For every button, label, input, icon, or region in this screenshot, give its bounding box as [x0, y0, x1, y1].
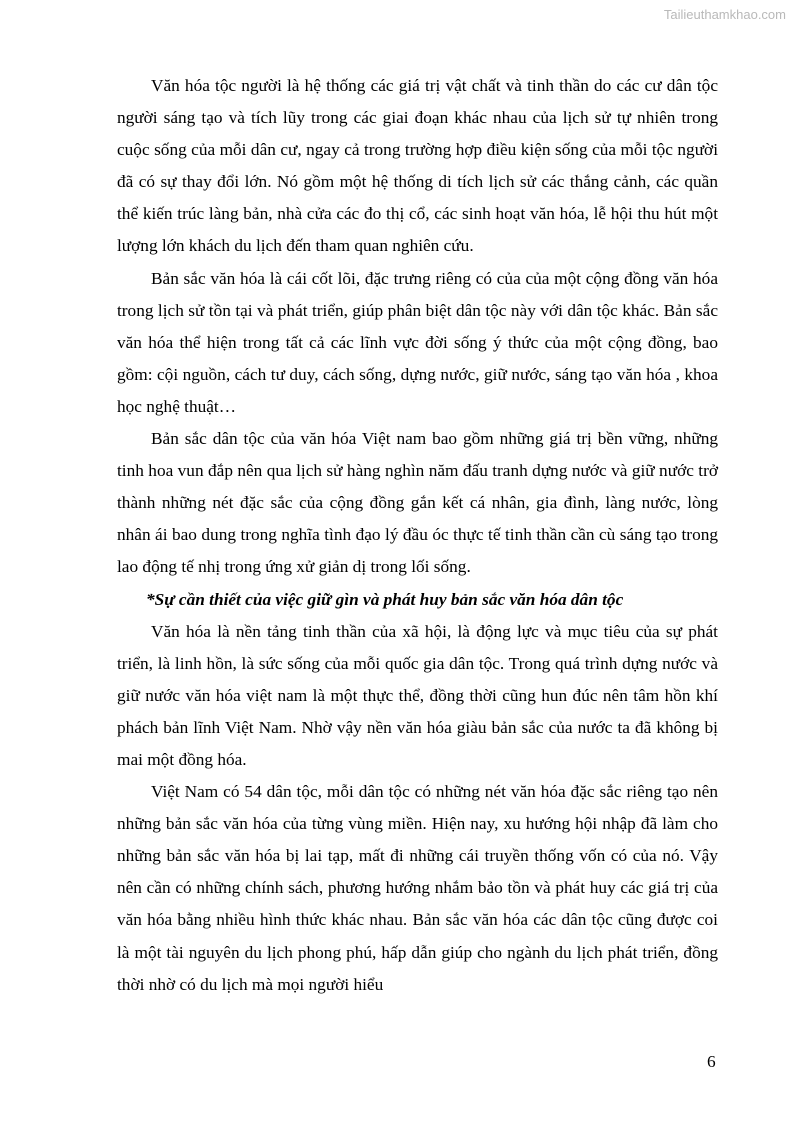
document-body: [117, 70, 718, 1001]
section-heading: *Sự cần thiết của việc giữ gìn và phát huy bản sắc văn hóa dân tộc: [146, 589, 624, 609]
watermark-text: Tailieuthamkhao.com: [663, 7, 786, 22]
paragraph-ethnic-culture: Văn hóa tộc người là hệ thống các giá trị vật chất và tinh thần do các cư dân tộc người sáng tạo và tích lũy trong các giai đoạn khác nhau của lịch sử tự nhiên trong cuộc sống của mỗi dân cư, ngay cả trong trường hợp điều kiện sống của mỗi tộc người đã có sự thay đổi lớn. Nó gồm một hệ thống di tích lịch sử các thắng cảnh, các quần thể kiến trúc làng bản, nhà cửa các đo thị cổ, các sinh hoạt văn hóa, lễ hội thu hút một lượng lớn khách du lịch đến tham quan nghiên cứu.: [117, 76, 718, 256]
paragraph-54-ethnic-groups: Việt Nam có 54 dân tộc, mỗi dân tộc có những nét văn hóa đặc sắc riêng tạo nên những bản sắc văn hóa của từng vùng miền. Hiện nay, xu hướng hội nhập đã làm cho những bản sắc văn hóa bị lai tạp, mất đi những cái truyền thống vốn có của nó. Vậy nên cần có những chính sách, phương hướng nhắm bảo tồn và phát huy các giá trị của văn hóa bằng nhiều hình thức khác nhau. Bản sắc văn hóa các dân tộc cũng được coi là một tài nguyên du lịch phong phú, hấp dẫn giúp cho ngành du lịch phát triển, đồng thời nhờ có du lịch mà mọi người hiểu: [117, 782, 718, 994]
paragraph-vietnamese-identity: Bản sắc dân tộc của văn hóa Việt nam bao gồm những giá trị bền vững, những tinh hoa vun đắp nên qua lịch sử hàng nghìn năm đấu tranh dựng nước và giữ nước trở thành những nét đặc sắc của cộng đồng gắn kết cá nhân, gia đình, làng nước, lòng nhân ái bao dung trong nghĩa tình đạo lý đầu óc thực tế tinh thần cần cù sáng tạo trong lao động tế nhị trong ứng xử giản dị trong lối sống.: [117, 429, 718, 577]
page-number: 6: [707, 1052, 716, 1071]
paragraph-cultural-identity: Bản sắc văn hóa là cái cốt lõi, đặc trưng riêng có của của một cộng đồng văn hóa trong lịch sử tồn tại và phát triển, giúp phân biệt dân tộc này với dân tộc khác. Bản sắc văn hóa thể hiện trong tất cả các lĩnh vực đời sống ý thức của một cộng đồng, bao gồm: cội nguồn, cách tư duy, cách sống, dựng nước, giữ nước, sáng tạo văn hóa , khoa học nghệ thuật…: [117, 268, 718, 416]
paragraph-culture-foundation: Văn hóa là nền tảng tinh thần của xã hội, là động lực và mục tiêu của sự phát triển, là linh hồn, là sức sống của mỗi quốc gia dân tộc. Trong quá trình dựng nước và giữ nước văn hóa việt nam là một thực thể, đồng thời cũng hun đúc nên tâm hồn khí phách bản lĩnh Việt Nam. Nhờ vậy nền văn hóa giàu bản sắc của nước ta đã không bị mai một đồng hóa.: [117, 621, 718, 769]
